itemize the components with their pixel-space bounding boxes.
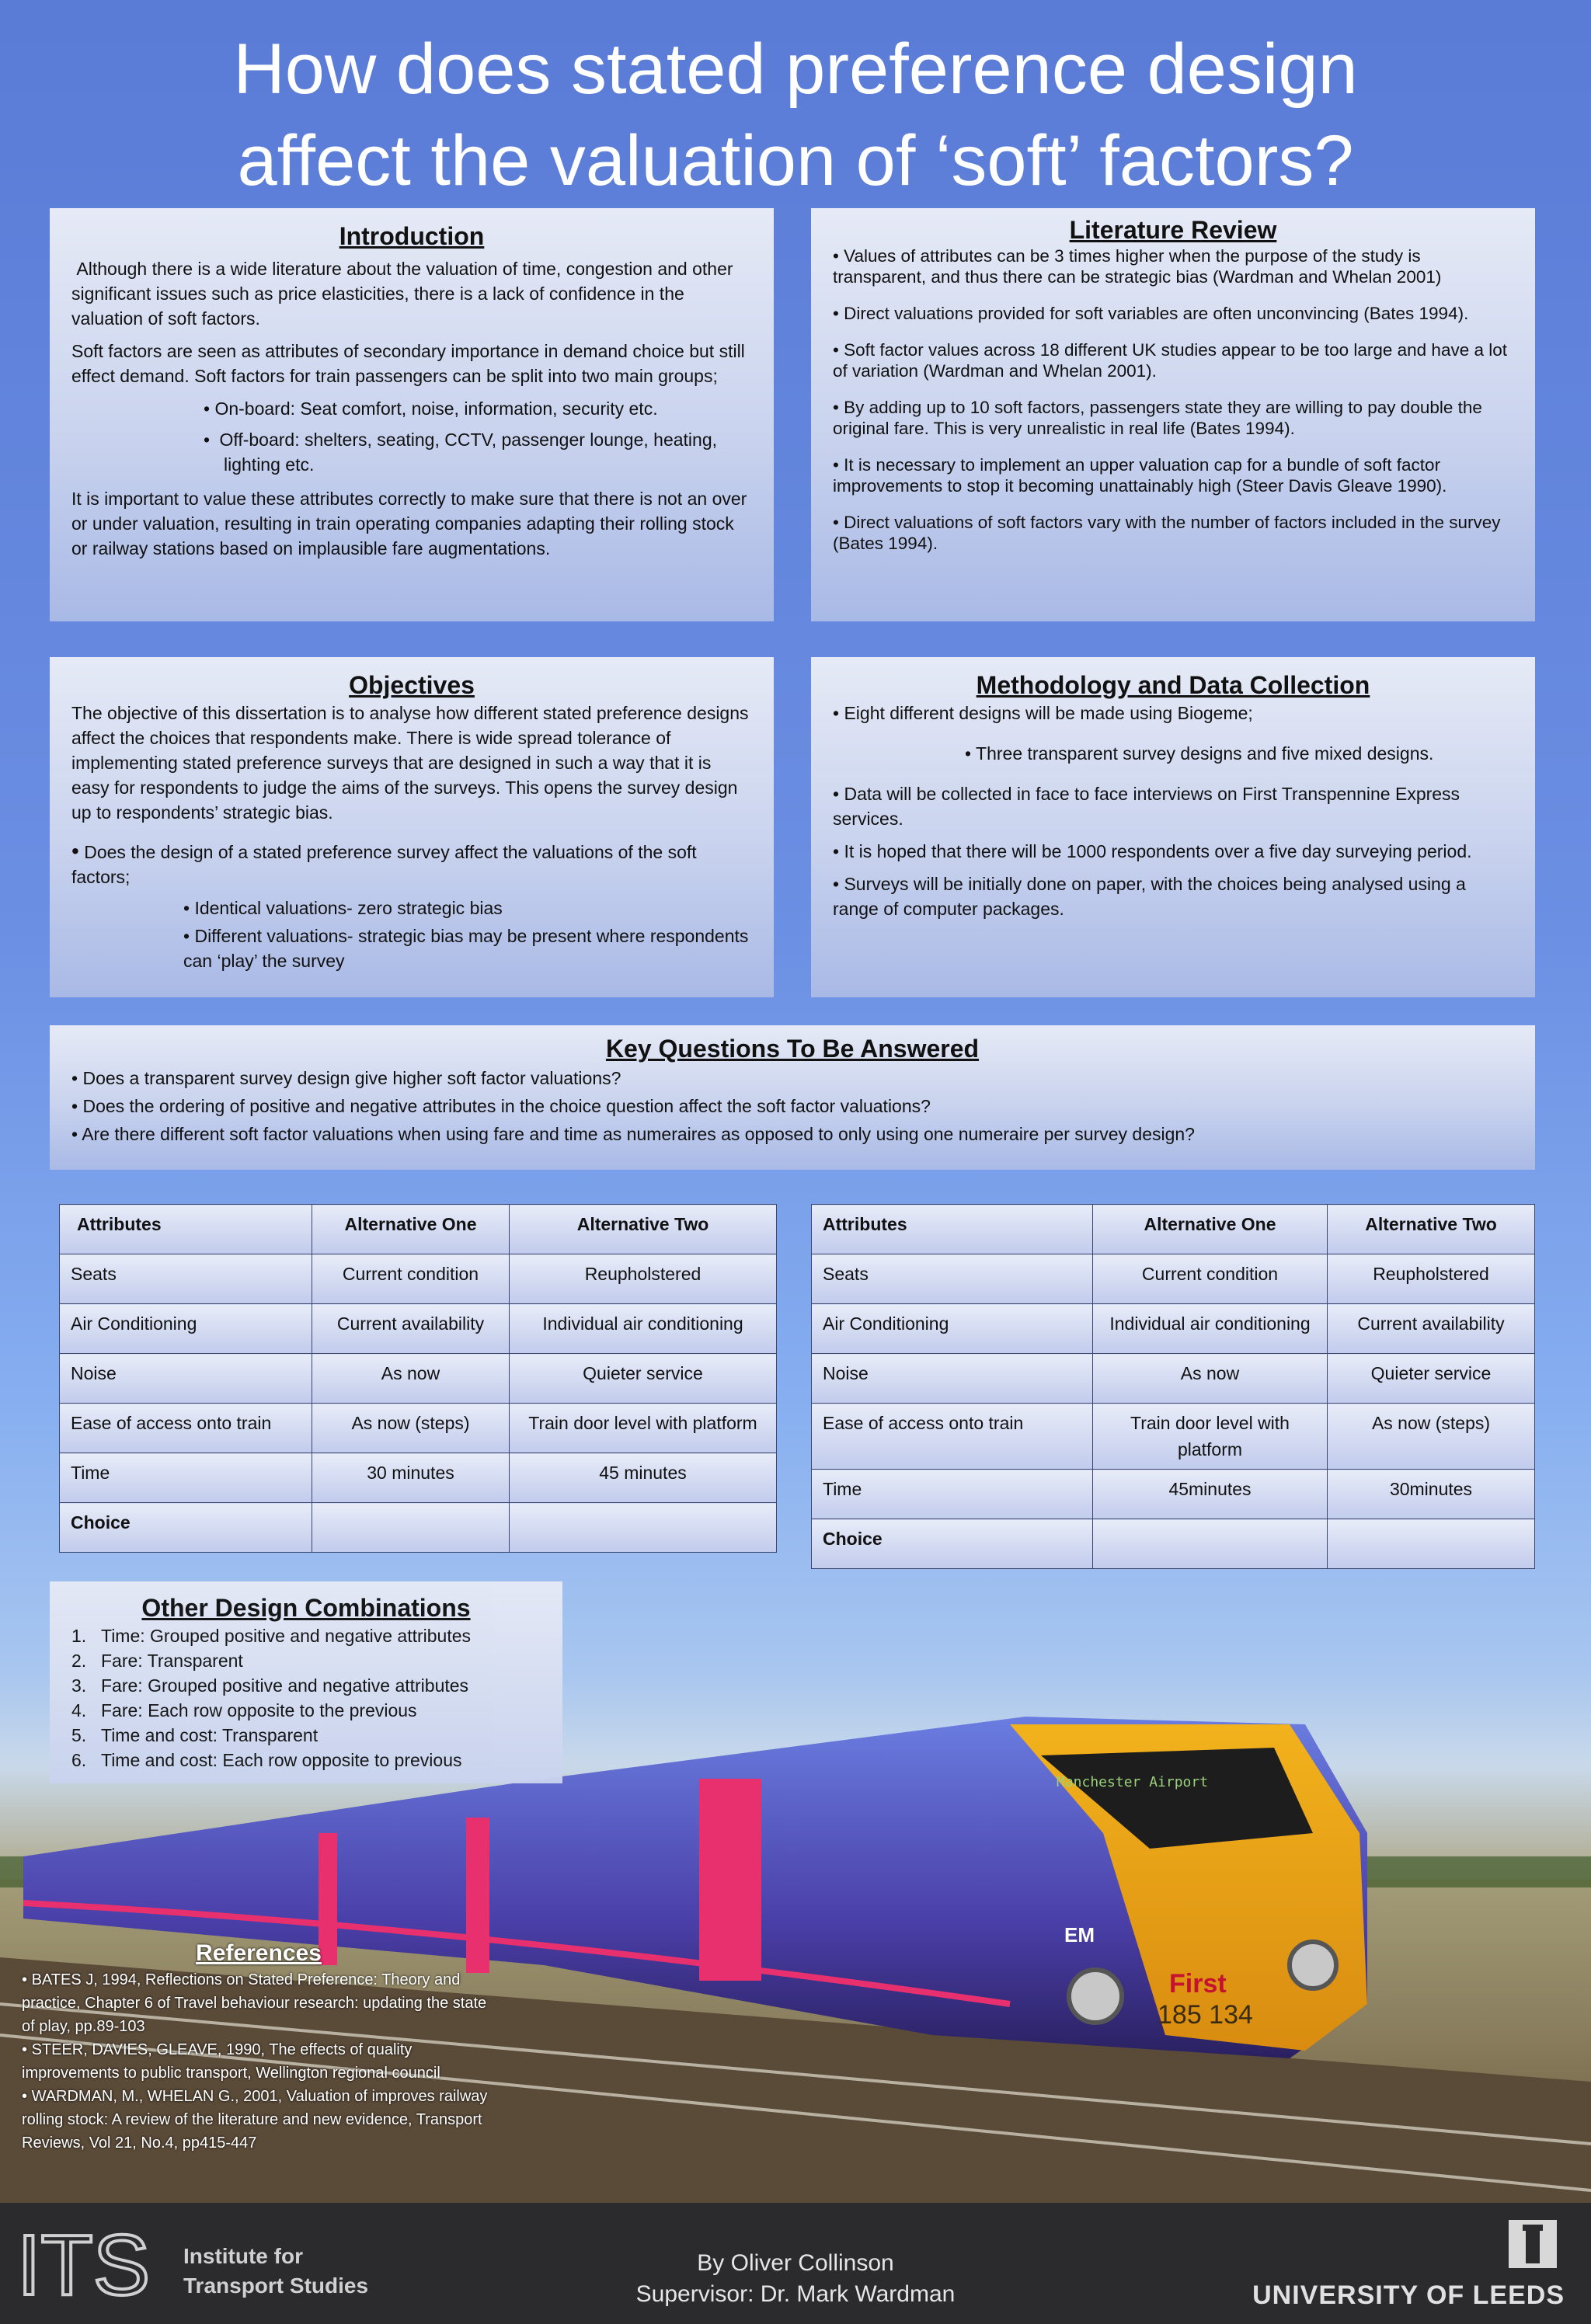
table-cell: 30 minutes bbox=[312, 1453, 510, 1503]
introduction-bullet-2-continued: lighting etc. bbox=[224, 454, 315, 475]
its-logo-text: ITS bbox=[17, 2223, 151, 2308]
bullet-text: Eight different designs will be made using Biogeme; bbox=[844, 703, 1253, 723]
table-cell: Reupholstered bbox=[1328, 1254, 1535, 1304]
choice-cell bbox=[1093, 1519, 1328, 1569]
author-name: By Oliver Collinson bbox=[697, 2250, 894, 2276]
table-cell: Air Conditioning bbox=[812, 1304, 1093, 1354]
sub-bullet-text: Different valuations- strategic bias may be present where respondents can ‘play’ the survey bbox=[183, 926, 749, 971]
choice-cell bbox=[1328, 1519, 1535, 1569]
train-headlight bbox=[1069, 1970, 1122, 2023]
literature-item-6: • Direct valuations of soft factors vary with the number of factors included in the survey (Bates 1994). bbox=[833, 513, 1501, 553]
table-cell: Reupholstered bbox=[510, 1254, 777, 1304]
table-row bbox=[812, 1254, 1535, 1304]
objectives-question bbox=[71, 839, 752, 889]
university-crest-icon bbox=[1506, 2217, 1560, 2271]
sub-bullet-text: Identical valuations- zero strategic bias bbox=[194, 898, 503, 918]
table-cell: Choice bbox=[812, 1519, 1093, 1569]
key-question-3: • Are there different soft factor valuations when using fare and time as numeraires as opposed to only using one numeraire per survey design? bbox=[71, 1124, 1195, 1144]
references-section bbox=[22, 1942, 496, 2155]
key-question-2: • Does the ordering of positive and negative attributes in the choice question affect the soft factor valuations? bbox=[71, 1096, 931, 1116]
train-unit-label: EM bbox=[1064, 1923, 1095, 1947]
reference-item: • STEER, DAVIES, GLEAVE, 1990, The effects of quality improvements to public transport, Wellington regional council bbox=[22, 2041, 440, 2082]
key-questions-panel bbox=[50, 1025, 1535, 1170]
institute-name-line-1: Institute for bbox=[183, 2244, 303, 2268]
literature-review-heading: Literature Review bbox=[1069, 216, 1277, 244]
literature-item-text: It is necessary to implement an upper valuation cap for a bundle of soft factor improvements to stop it becoming unattainably high (Steer Davis Gleave 1990). bbox=[833, 455, 1447, 496]
list-item-text: Time: Grouped positive and negative attributes bbox=[101, 1626, 472, 1646]
methodology-heading: Methodology and Data Collection bbox=[976, 671, 1370, 699]
table-row bbox=[812, 1470, 1535, 1519]
bullet-text: Surveys will be initially done on paper, with the choices being analysed using a range of computer packages. bbox=[833, 874, 1466, 919]
table-header-cell: Alternative One bbox=[1093, 1205, 1328, 1254]
list-item: 1. Time: Grouped positive and negative attributes bbox=[71, 1623, 541, 1648]
bullet-text: Off-board: shelters, seating, CCTV, passenger lounge, heating, bbox=[219, 430, 718, 450]
attributes-table-left bbox=[59, 1204, 777, 1553]
key-question-text: Does the ordering of positive and negative attributes in the choice question affect the soft factor valuations? bbox=[82, 1096, 931, 1116]
table-cell: Time bbox=[812, 1470, 1093, 1519]
table-header-cell: Alternative One bbox=[312, 1205, 510, 1254]
list-item-text: Time and cost: Each row opposite to previous bbox=[101, 1750, 462, 1770]
list-item-text: Time and cost: Transparent bbox=[101, 1725, 319, 1745]
train-number-text: 185 134 bbox=[1158, 2000, 1253, 2030]
other-designs-panel bbox=[50, 1581, 562, 1783]
literature-item-text: By adding up to 10 soft factors, passengers state they are willing to pay double the original fare. This is very unrealistic in real life (Bates 1994). bbox=[833, 398, 1482, 438]
attributes-table-right bbox=[811, 1204, 1535, 1569]
table-cell: Seats bbox=[812, 1254, 1093, 1304]
list-item: 6. Time and cost: Each row opposite to previous bbox=[71, 1748, 541, 1773]
table-cell: As now bbox=[1093, 1354, 1328, 1404]
table-header-cell: Attributes bbox=[812, 1205, 1093, 1254]
introduction-panel bbox=[50, 208, 774, 621]
introduction-heading: Introduction bbox=[339, 222, 485, 250]
table-cell: Ease of access onto train bbox=[60, 1404, 312, 1453]
bullet-text: It is hoped that there will be 1000 respondents over a five day surveying period. bbox=[844, 841, 1472, 861]
table-cell: Current condition bbox=[1093, 1254, 1328, 1304]
key-question-1: • Does a transparent survey design give higher soft factor valuations? bbox=[71, 1068, 621, 1088]
table-row bbox=[60, 1354, 777, 1404]
table-cell: Seats bbox=[60, 1254, 312, 1304]
table-cell: Current condition bbox=[312, 1254, 510, 1304]
objectives-sub-bullet-1: • Identical valuations- zero strategic bias bbox=[183, 898, 503, 918]
list-item: 5. Time and cost: Transparent bbox=[71, 1723, 541, 1748]
table-cell: As now (steps) bbox=[312, 1404, 510, 1453]
literature-item-text: Values of attributes can be 3 times higher when the purpose of the study is transparent, and thus there can be strategic bias (Wardman and Whelan 2001) bbox=[833, 246, 1442, 287]
list-item-text: Fare: Transparent bbox=[101, 1651, 243, 1671]
introduction-paragraph-2: Soft factors are seen as attributes of secondary importance in demand choice but still effect demand. Soft factors for train passengers can be split into two main groups; bbox=[71, 341, 745, 386]
university-name: UNIVERSITY OF LEEDS bbox=[1252, 2281, 1565, 2310]
reference-text: BATES J, 1994, Reflections on Stated Preference: Theory and practice, Chapter 6 of Travel behaviour research: updating the state of play, pp.89-103 bbox=[22, 1971, 487, 2035]
table-cell: 30minutes bbox=[1328, 1470, 1535, 1519]
key-question-text: Are there different soft factor valuations when using fare and time as numeraires as opposed to only using one numeraire per survey design? bbox=[82, 1124, 1195, 1144]
objectives-sub-bullet-2: • Different valuations- strategic bias may be present where respondents can ‘play’ the survey bbox=[183, 926, 749, 971]
footer-bar bbox=[0, 2203, 1591, 2324]
table-cell: Choice bbox=[60, 1503, 312, 1553]
table-cell: Noise bbox=[60, 1354, 312, 1404]
objectives-paragraph: The objective of this dissertation is to analyse how different stated preference designs affect the choices that respondents make. There is wide spread tolerance of implementing stated preference surveys that are designed in such a way that it is easy for respondents to judge the aims of the surveys. This opens the survey design up to respondents’ strategic bias. bbox=[71, 703, 749, 823]
objectives-panel bbox=[50, 657, 774, 997]
table-cell: Quieter service bbox=[1328, 1354, 1535, 1404]
table-cell: As now bbox=[312, 1354, 510, 1404]
train-door bbox=[730, 1779, 761, 1981]
list-item: 2. Fare: Transparent bbox=[71, 1648, 541, 1673]
poster-title bbox=[0, 23, 1591, 207]
institute-name-line-2: Transport Studies bbox=[183, 2274, 369, 2298]
literature-item-3: • Soft factor values across 18 different UK studies appear to be too large and have a lot of variation (Wardman and Whelan 2001). bbox=[833, 340, 1507, 381]
literature-item-4: • By adding up to 10 soft factors, passengers state they are willing to pay double the original fare. This is very unrealistic in real life (Bates 1994). bbox=[833, 398, 1482, 438]
reference-text: STEER, DAVIES, GLEAVE, 1990, The effects of quality improvements to public transport, Wellington regional council bbox=[22, 2041, 440, 2082]
table-cell: Train door level with platform bbox=[510, 1404, 777, 1453]
literature-item-5: • It is necessary to implement an upper valuation cap for a bundle of soft factor improvements to stop it becoming unattainably high (Steer Davis Gleave 1990). bbox=[833, 455, 1447, 496]
table-header-row bbox=[812, 1205, 1535, 1254]
table-row-choice bbox=[812, 1519, 1535, 1569]
table-row bbox=[60, 1404, 777, 1453]
other-designs-heading: Other Design Combinations bbox=[141, 1594, 471, 1622]
supervisor-name: Supervisor: Dr. Mark Wardman bbox=[635, 2281, 956, 2307]
table-cell: Air Conditioning bbox=[60, 1304, 312, 1354]
table-cell: Current availability bbox=[312, 1304, 510, 1354]
methodology-bullet-1: • Eight different designs will be made using Biogeme; bbox=[833, 703, 1253, 723]
bullet-dot: • bbox=[204, 430, 211, 450]
table-header-row bbox=[60, 1205, 777, 1254]
literature-item-1: • Values of attributes can be 3 times higher when the purpose of the study is transparent, and thus there can be strategic bias (Wardman and Whelan 2001) bbox=[833, 246, 1442, 287]
table-header-cell: Alternative Two bbox=[1328, 1205, 1535, 1254]
list-item-text: Fare: Each row opposite to the previous bbox=[101, 1700, 417, 1720]
other-designs-list bbox=[71, 1623, 541, 1773]
table-row bbox=[60, 1304, 777, 1354]
bullet-dot: • bbox=[204, 398, 211, 419]
bullet-text: Three transparent survey designs and five mixed designs. bbox=[976, 743, 1434, 764]
bullet-text: Data will be collected in face to face interviews on First Transpennine Express services. bbox=[833, 784, 1460, 829]
methodology-bullet-3: • It is hoped that there will be 1000 respondents over a five day surveying period. bbox=[833, 841, 1472, 861]
table-cell: Ease of access onto train bbox=[812, 1404, 1093, 1470]
table-row bbox=[60, 1453, 777, 1503]
choice-cell bbox=[510, 1503, 777, 1553]
methodology-panel bbox=[811, 657, 1535, 997]
objectives-heading: Objectives bbox=[349, 671, 475, 699]
table-header-cell: Attributes bbox=[60, 1205, 312, 1254]
introduction-bullet-2 bbox=[204, 427, 752, 452]
table-header-cell: Alternative Two bbox=[510, 1205, 777, 1254]
table-cell: As now (steps) bbox=[1328, 1404, 1535, 1470]
literature-item-text: Direct valuations of soft factors vary with the number of factors included in the survey (Bates 1994). bbox=[833, 513, 1501, 553]
train-door bbox=[699, 1779, 730, 1981]
literature-item-text: Direct valuations provided for soft variables are often unconvincing (Bates 1994). bbox=[844, 304, 1469, 323]
reference-text: WARDMAN, M., WHELAN G., 2001, Valuation of improves railway rolling stock: A review of the literature and new evidence, Transport Reviews, Vol 21, No.4, pp415-447 bbox=[22, 2088, 488, 2152]
table-cell: 45minutes bbox=[1093, 1470, 1328, 1519]
table-cell: Individual air conditioning bbox=[510, 1304, 777, 1354]
table-cell: Train door level with platform bbox=[1093, 1404, 1328, 1470]
title-line-2: affect the valuation of ‘soft’ factors? bbox=[237, 121, 1354, 200]
methodology-bullet-2: • Data will be collected in face to face interviews on First Transpennine Express services. bbox=[833, 784, 1460, 829]
table-row bbox=[812, 1304, 1535, 1354]
list-item-text: Fare: Grouped positive and negative attributes bbox=[101, 1675, 469, 1696]
reference-item: • BATES J, 1994, Reflections on Stated Preference: Theory and practice, Chapter 6 of Travel behaviour research: updating the state of play, pp.89-103 bbox=[22, 1971, 487, 2035]
table-cell: Time bbox=[60, 1453, 312, 1503]
table-cell: Quieter service bbox=[510, 1354, 777, 1404]
methodology-sub-bullet: • Three transparent survey designs and five mixed designs. bbox=[965, 743, 1434, 764]
key-question-text: Does a transparent survey design give higher soft factor valuations? bbox=[82, 1068, 621, 1088]
table-cell: Current availability bbox=[1328, 1304, 1535, 1354]
table-row bbox=[812, 1354, 1535, 1404]
introduction-bullet-1 bbox=[204, 396, 752, 421]
list-item: 3. Fare: Grouped positive and negative attributes bbox=[71, 1673, 541, 1698]
table-row bbox=[60, 1254, 777, 1304]
bullet-dot: • bbox=[71, 839, 79, 863]
bullet-text: On-board: Seat comfort, noise, information, security etc. bbox=[214, 398, 658, 419]
literature-review-panel bbox=[811, 208, 1535, 621]
train-brand-text: First bbox=[1169, 1969, 1227, 1999]
references-heading: References bbox=[196, 1940, 322, 1966]
train-destination-text: Manchester Airport bbox=[1057, 1774, 1209, 1790]
methodology-bullet-4: • Surveys will be initially done on paper, with the choices being analysed using a range of computer packages. bbox=[833, 874, 1466, 919]
key-questions-heading: Key Questions To Be Answered bbox=[605, 1035, 980, 1063]
objectives-question-text: Does the design of a stated preference survey affect the valuations of the soft factors; bbox=[71, 842, 697, 887]
title-line-1: How does stated preference design bbox=[233, 30, 1358, 109]
table-row-choice bbox=[60, 1503, 777, 1553]
train-headlight bbox=[1290, 1942, 1336, 1988]
introduction-paragraph-3: It is important to value these attributes correctly to make sure that there is not an over or under valuation, resulting in train operating companies adapting their rolling stock or railway stations based on implausible fare augmentations. bbox=[71, 489, 747, 558]
choice-cell bbox=[312, 1503, 510, 1553]
table-row bbox=[812, 1404, 1535, 1470]
list-item: 4. Fare: Each row opposite to the previous bbox=[71, 1698, 541, 1723]
table-cell: Individual air conditioning bbox=[1093, 1304, 1328, 1354]
introduction-paragraph-1: Although there is a wide literature about the valuation of time, congestion and other significant issues such as price elasticities, there is a lack of confidence in the valuation of soft factors. bbox=[71, 259, 738, 329]
table-cell: Noise bbox=[812, 1354, 1093, 1404]
literature-item-2: • Direct valuations provided for soft variables are often unconvincing (Bates 1994). bbox=[833, 304, 1469, 323]
literature-item-text: Soft factor values across 18 different UK studies appear to be too large and have a lot of variation (Wardman and Whelan 2001). bbox=[833, 340, 1507, 381]
reference-item: • WARDMAN, M., WHELAN G., 2001, Valuation of improves railway rolling stock: A review of the literature and new evidence, Transport Reviews, Vol 21, No.4, pp415-447 bbox=[22, 2088, 488, 2152]
table-cell: 45 minutes bbox=[510, 1453, 777, 1503]
